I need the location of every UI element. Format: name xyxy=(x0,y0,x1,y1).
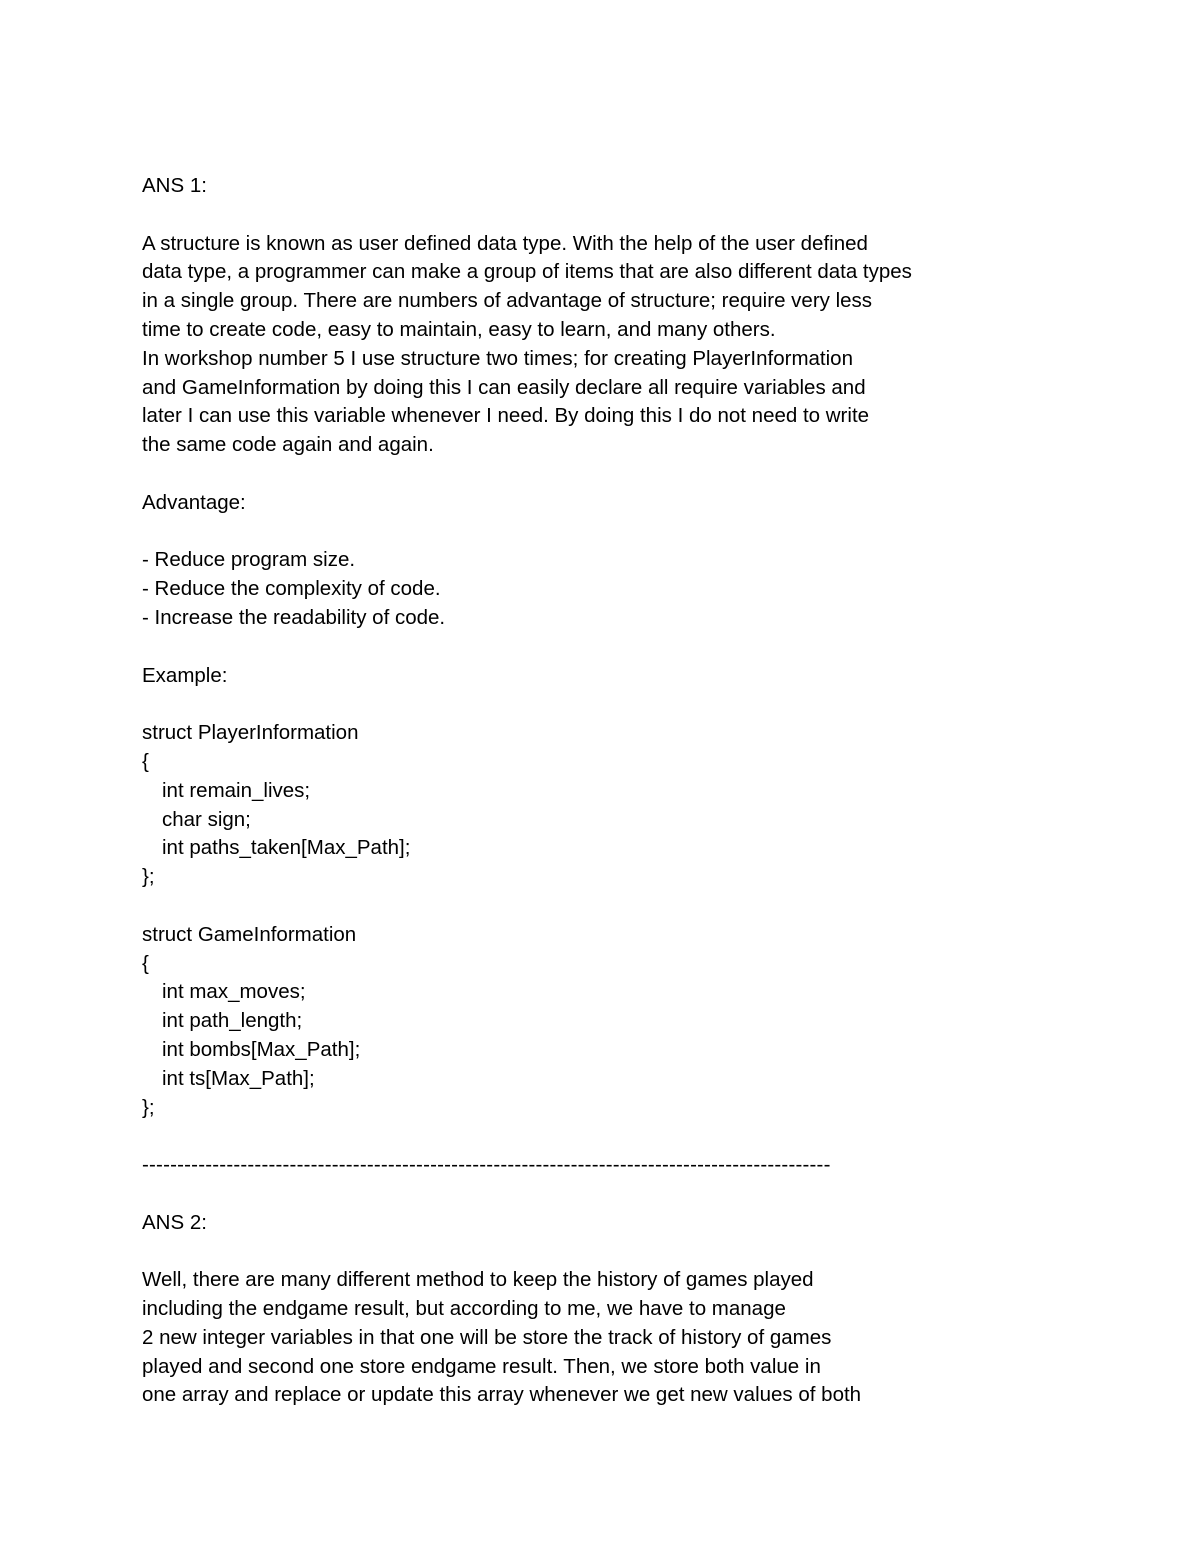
ans1-heading: ANS 1: xyxy=(142,174,207,197)
paragraph-line: Well, there are many different method to keep the history of games played xyxy=(142,1268,814,1292)
paragraph-line: In workshop number 5 I use structure two times; for creating PlayerInformation xyxy=(142,346,853,370)
paragraph-line: 2 new integer variables in that one will be store the track of history of games xyxy=(142,1325,832,1349)
paragraph-line: in a single group. There are numbers of advantage of structure; require very less xyxy=(142,289,873,313)
list-item: - Reduce the complexity of code. xyxy=(142,577,441,601)
paragraph-line: time to create code, easy to maintain, easy to learn, and many others. xyxy=(142,317,776,341)
struct-close-brace: }; xyxy=(142,865,155,889)
struct-game-information xyxy=(142,921,1002,1123)
struct-field: int ts[Max_Path]; xyxy=(162,1066,315,1090)
paragraph-line: later I can use this variable whenever I need. By doing this I do not need to write xyxy=(142,404,870,428)
struct-field: int remain_lives; xyxy=(162,778,311,802)
ans2-paragraph xyxy=(142,1266,1002,1410)
spacer xyxy=(142,201,1002,230)
ans1-paragraph xyxy=(142,230,1002,460)
paragraph-line: data type, a programmer can make a group of items that are also different data types xyxy=(142,260,912,284)
struct-field: int path_length; xyxy=(162,1009,303,1033)
paragraph-line: one array and replace or update this array whenever we get new values of both xyxy=(142,1383,862,1407)
spacer xyxy=(142,633,1002,662)
paragraph-line: A structure is known as user defined data type. With the help of the user defined xyxy=(142,231,868,255)
struct-open-brace: { xyxy=(142,951,149,975)
example-heading: Example: xyxy=(142,663,228,687)
ans2-heading: ANS 2: xyxy=(142,1210,207,1234)
paragraph-line: the same code again and again. xyxy=(142,433,434,457)
paragraph-line: including the endgame result, but according to me, we have to manage xyxy=(142,1297,786,1321)
struct-field: int max_moves; xyxy=(162,980,306,1004)
separator-line: -------------------------------------------------------------------------------------------------- xyxy=(142,1153,831,1177)
spacer xyxy=(142,690,1002,719)
list-item: - Increase the readability of code. xyxy=(142,605,446,629)
struct-declaration: struct GameInformation xyxy=(142,922,357,946)
struct-field: char sign; xyxy=(162,807,251,831)
list-item: - Reduce program size. xyxy=(142,548,356,572)
paragraph-line: and GameInformation by doing this I can easily declare all require variables and xyxy=(142,375,866,399)
advantage-list xyxy=(142,546,1002,632)
spacer xyxy=(142,1122,1002,1151)
struct-open-brace: { xyxy=(142,749,149,773)
spacer xyxy=(142,892,1002,921)
paragraph-line: played and second one store endgame result. Then, we store both value in xyxy=(142,1354,821,1378)
struct-declaration: struct PlayerInformation xyxy=(142,721,359,745)
struct-field: int bombs[Max_Path]; xyxy=(162,1037,361,1061)
struct-close-brace: }; xyxy=(142,1095,155,1119)
struct-player-information xyxy=(142,719,1002,892)
advantage-heading: Advantage: xyxy=(142,490,246,514)
spacer xyxy=(142,1180,1002,1209)
spacer xyxy=(142,1237,1002,1266)
struct-field: int paths_taken[Max_Path]; xyxy=(162,836,411,860)
spacer xyxy=(142,460,1002,489)
document-body xyxy=(142,172,1002,1410)
spacer xyxy=(142,518,1002,547)
